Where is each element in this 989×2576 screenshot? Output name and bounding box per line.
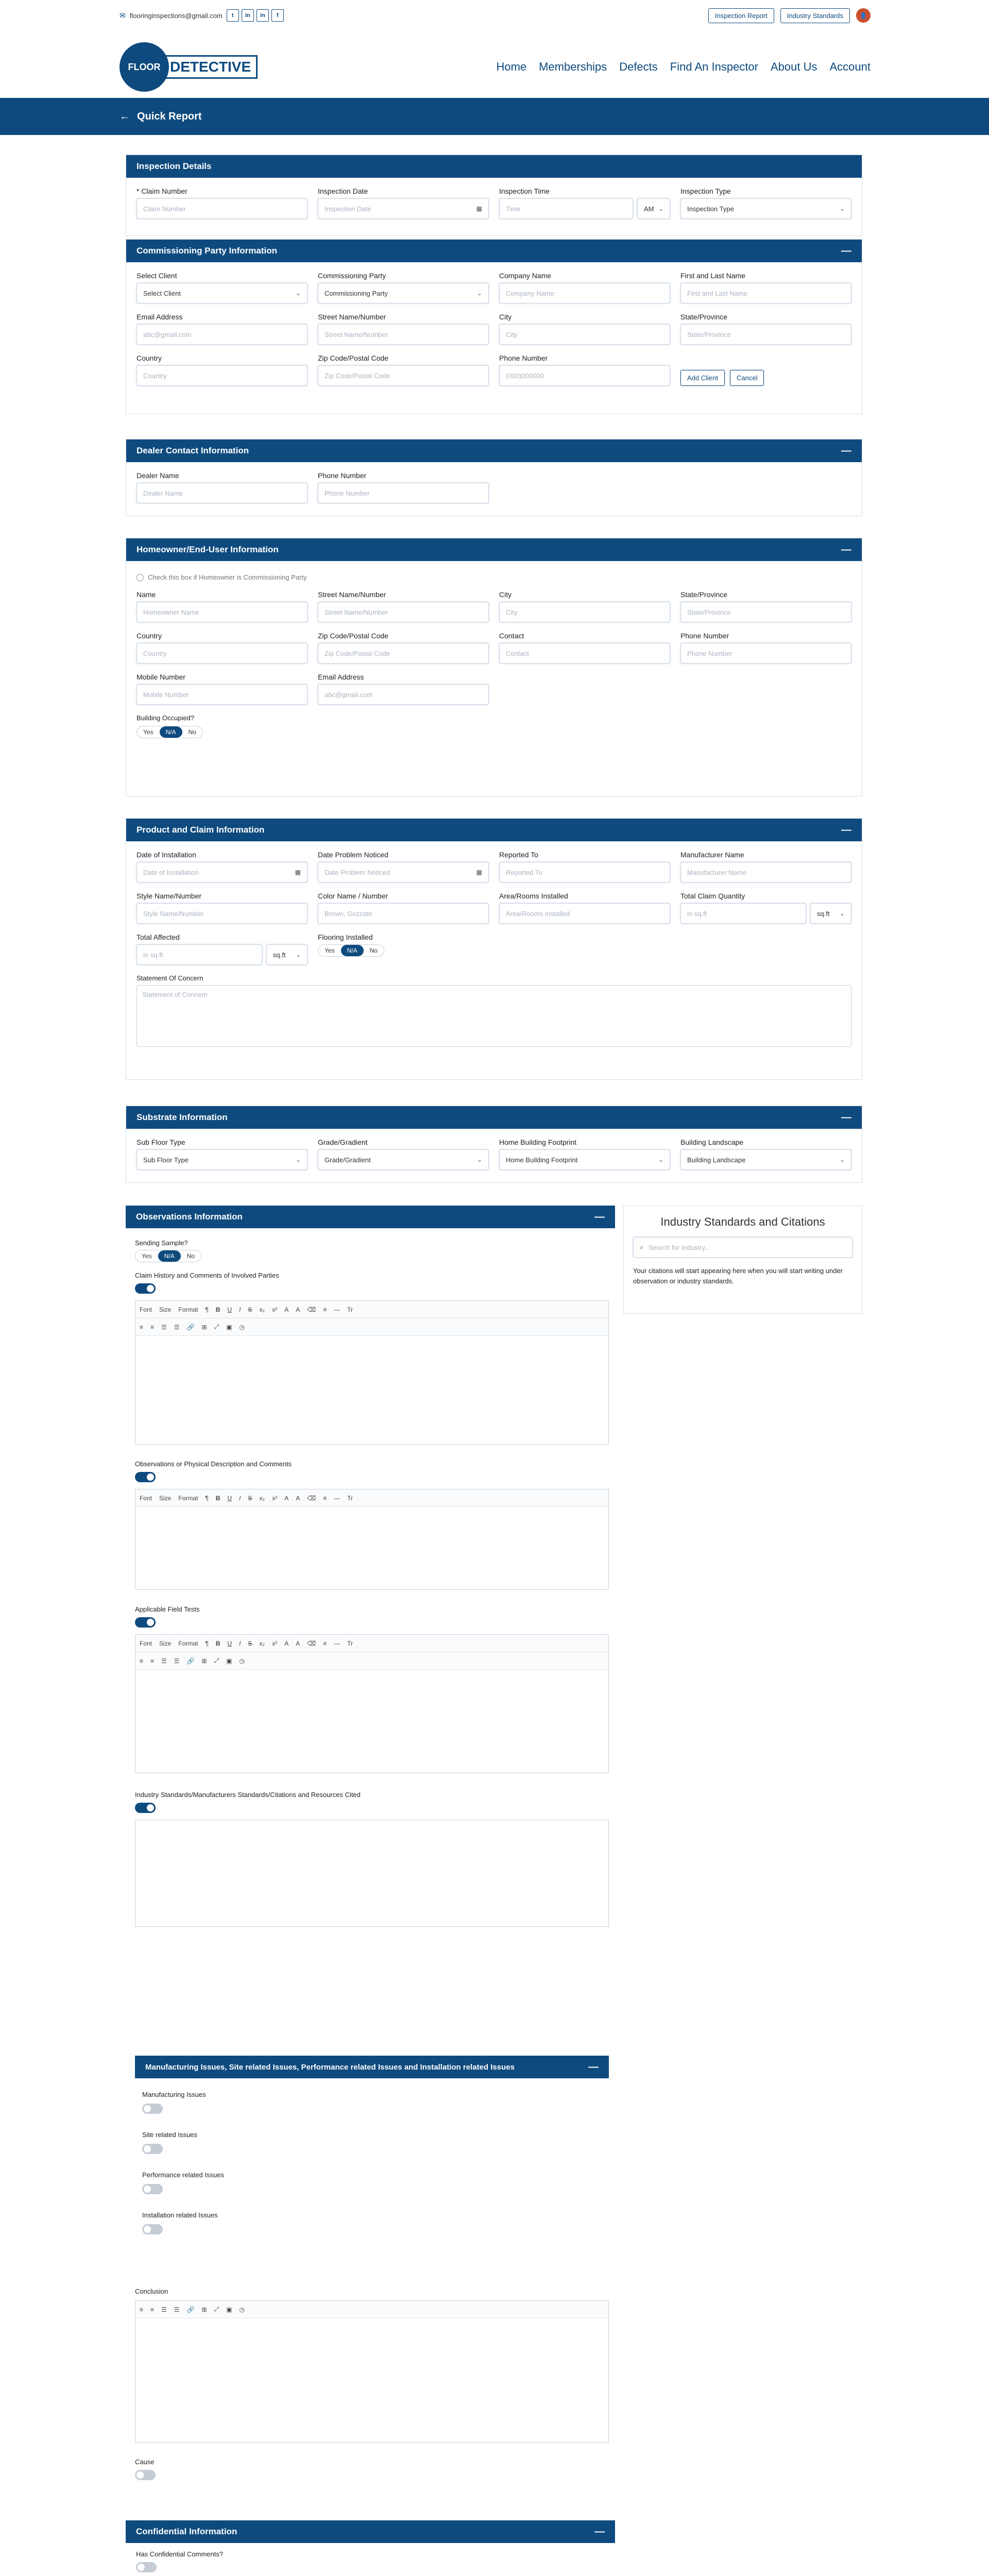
- email-field[interactable]: abc@gmail.com: [137, 324, 308, 345]
- flooring-installed-toggle[interactable]: Yes N/A No: [318, 944, 384, 957]
- mobile-input[interactable]: Mobile Number: [137, 684, 308, 705]
- field-label: Area/Rooms Installed: [499, 892, 568, 900]
- checkbox-label: Check this box if Homeowner is Commissioning Party: [148, 573, 307, 581]
- homeowner-checkbox[interactable]: [137, 574, 144, 581]
- claim-number-input[interactable]: Claim Number: [137, 198, 308, 219]
- performance-toggle[interactable]: [142, 2184, 163, 2194]
- calendar-icon: ▦: [295, 869, 301, 876]
- instagram-icon[interactable]: in: [242, 9, 254, 22]
- area-input[interactable]: Area/Rooms Installed: [499, 903, 670, 924]
- email-field[interactable]: abc@gmail.com: [318, 684, 489, 705]
- commissioning-row-3: [126, 345, 862, 386]
- section-title: Homeowner/End-User Information: [137, 545, 279, 554]
- observations-header: [126, 1206, 615, 1228]
- avatar[interactable]: 👤: [856, 8, 871, 23]
- field-label: Street Name/Number: [318, 590, 386, 599]
- concern-label: Statement Of Concern: [137, 974, 203, 982]
- homeowner-name-input[interactable]: Homeowner Name: [137, 602, 308, 622]
- zip-input[interactable]: Zip Code/Postal Code: [318, 365, 489, 386]
- field-label: Email Address: [137, 313, 183, 321]
- section-title: Observations Information: [136, 1212, 243, 1222]
- subfloor-select[interactable]: Sub Floor Type ⌄: [137, 1149, 308, 1170]
- contact-input[interactable]: Contact: [499, 643, 670, 664]
- field-label: Zip Code/Postal Code: [318, 354, 388, 362]
- collapse-icon[interactable]: —: [841, 245, 851, 257]
- unit-select[interactable]: sq.ft ⌄: [266, 944, 308, 965]
- field-label: Name: [137, 590, 156, 599]
- field-label: Color Name / Number: [318, 892, 388, 900]
- section-title: Product and Claim Information: [137, 825, 265, 835]
- color-input[interactable]: Brown, Grizzate: [318, 903, 489, 924]
- cause-label: Cause: [135, 2458, 155, 2466]
- panel-title: Industry Standards and Citations: [660, 1215, 825, 1228]
- issue-label: Installation related Issues: [142, 2211, 218, 2219]
- first-last-name-input[interactable]: First and Last Name: [680, 283, 851, 303]
- substrate-section: [126, 1106, 862, 1183]
- reported-to-input[interactable]: Reported To: [499, 862, 670, 883]
- citations-panel: [623, 1206, 862, 1314]
- collapse-icon[interactable]: —: [841, 824, 851, 836]
- issue-label: Site related Issues: [142, 2131, 197, 2139]
- facebook-icon[interactable]: f: [271, 9, 284, 22]
- collapse-icon[interactable]: —: [588, 2061, 599, 2073]
- field-tests-editor[interactable]: Font Size Format ¶ B U I S x₂ x² A A ⌫ ≡ — Tr ≡ ≡ ☰ ☰ 🔗 ⊞ ⤢ ▣ ◷: [135, 1634, 609, 1773]
- collapse-icon[interactable]: —: [841, 1111, 851, 1123]
- street-input[interactable]: Street Name/Number: [318, 602, 489, 622]
- inspection-details-section: [126, 155, 862, 236]
- city-input[interactable]: City: [499, 602, 670, 622]
- editor-toolbar: Font Size Format ¶ B U I S x₂ x² A A ⌫ ≡ — Tr: [135, 1301, 608, 1318]
- commissioning-party-dropdown[interactable]: Commissioning Party ⌄: [318, 283, 489, 303]
- dealer-section: [126, 439, 862, 516]
- field-label: Mobile Number: [137, 673, 185, 681]
- footprint-select[interactable]: Home Building Footprint ⌄: [499, 1149, 670, 1170]
- field-label: Street Name/Number: [318, 313, 386, 321]
- conclusion-editor[interactable]: ≡ ≡ ☰ ☰ 🔗 ⊞ ⤢ ▣ ◷: [135, 2300, 609, 2443]
- page-title: Quick Report: [137, 110, 202, 122]
- commissioning-party-section: [126, 239, 862, 414]
- manufacturing-toggle[interactable]: [142, 2104, 163, 2114]
- cancel-button[interactable]: Cancel: [730, 370, 764, 386]
- linkedin-icon[interactable]: in: [257, 9, 269, 22]
- section-title: Inspection Details: [137, 161, 212, 171]
- am-pm-select[interactable]: AM ⌄: [637, 198, 670, 219]
- occupied-label: Building Occupied?: [137, 714, 195, 722]
- field-label: City: [499, 590, 512, 599]
- install-date-input[interactable]: Date of Installation ▦: [137, 862, 308, 883]
- installation-toggle[interactable]: [142, 2224, 163, 2234]
- contact-email[interactable]: [120, 9, 284, 22]
- claim-history-label: Claim History and Comments of Involved Parties: [135, 1272, 279, 1279]
- field-label: Grade/Gradient: [318, 1138, 368, 1146]
- sending-sample-toggle[interactable]: Yes N/A No: [135, 1250, 201, 1262]
- page-banner: [0, 98, 989, 135]
- claim-history-toggle[interactable]: [135, 1283, 156, 1294]
- select-client-dropdown[interactable]: Select Client ⌄: [137, 283, 308, 303]
- field-label: Flooring Installed: [318, 933, 373, 941]
- top-bar: [120, 7, 871, 24]
- inspection-type-label: Inspection Type: [680, 187, 731, 195]
- field-label: Date Problem Noticed: [318, 851, 388, 859]
- phone-input[interactable]: (000)000000: [499, 365, 670, 386]
- field-label: Email Address: [318, 673, 364, 681]
- field-label: Phone Number: [499, 354, 548, 362]
- inspection-type-select[interactable]: Inspection Type ⌄: [680, 198, 851, 219]
- inspection-report-button[interactable]: Inspection Report: [708, 8, 774, 23]
- inspection-time-input[interactable]: Time: [499, 198, 633, 219]
- field-label: Home Building Footprint: [499, 1138, 577, 1146]
- collapse-icon[interactable]: —: [594, 2526, 605, 2537]
- phone-input[interactable]: Phone Number: [680, 643, 851, 664]
- field-label: First and Last Name: [680, 272, 746, 280]
- claim-history-editor[interactable]: [135, 1300, 609, 1445]
- field-label: State/Province: [680, 313, 728, 321]
- street-input[interactable]: Street Name/Number: [318, 324, 489, 345]
- occupied-toggle[interactable]: Yes N/A No: [137, 726, 203, 738]
- cause-toggle[interactable]: [135, 2470, 156, 2480]
- field-label: State/Province: [680, 590, 728, 599]
- company-name-input[interactable]: Company Name: [499, 283, 670, 303]
- commissioning-row-1: [126, 262, 862, 303]
- calendar-icon[interactable]: ▦: [476, 205, 482, 212]
- field-label: Phone Number: [680, 632, 729, 640]
- field-label: Contact: [499, 632, 524, 640]
- total-affected-input[interactable]: in sq.ft: [137, 944, 262, 965]
- field-label: Building Landscape: [680, 1138, 744, 1146]
- nav-defects[interactable]: Defects: [619, 60, 658, 73]
- nav-find-inspector[interactable]: Find An Inspector: [670, 60, 758, 73]
- citation-search-input[interactable]: ⌕ Search for Industry...: [633, 1237, 852, 1258]
- issue-label: Manufacturing Issues: [142, 2091, 206, 2098]
- issues-section: [135, 2056, 609, 2236]
- editor-toolbar-2: ≡ ≡ ☰ ☰ 🔗 ⊞ ⤢ ▣ ◷: [135, 1318, 608, 1336]
- confidential-label: Has Confidential Comments?: [136, 2550, 224, 2558]
- field-label: Company Name: [499, 272, 552, 280]
- field-label: Country: [137, 632, 162, 640]
- standards-label: Industry Standards/Manufacturers Standards/Citations and Resources Cited: [135, 1791, 361, 1799]
- country-input[interactable]: Country: [137, 365, 308, 386]
- field-label: Reported To: [499, 851, 539, 859]
- social-links: [227, 9, 284, 22]
- field-label: Commissioning Party: [318, 272, 386, 280]
- search-icon: ⌕: [640, 1243, 644, 1251]
- issue-label: Performance related Issues: [142, 2171, 224, 2179]
- conclusion-label: Conclusion: [135, 2287, 168, 2295]
- field-label: Total Affected: [137, 933, 180, 941]
- nav-about-us[interactable]: About Us: [771, 60, 817, 73]
- nav-home[interactable]: Home: [496, 60, 527, 73]
- concern-textarea[interactable]: Statement of Concern: [137, 985, 851, 1047]
- standards-editor[interactable]: [135, 1820, 609, 1927]
- field-label: Zip Code/Postal Code: [318, 632, 388, 640]
- zip-input[interactable]: Zip Code/Postal Code: [318, 643, 489, 664]
- state-input[interactable]: State/Province: [680, 602, 851, 622]
- field-label: Date of Installation: [137, 851, 196, 859]
- dealer-phone-input[interactable]: Phone Number: [318, 483, 489, 503]
- section-title: Substrate Information: [137, 1112, 228, 1122]
- physical-toggle[interactable]: [135, 1472, 156, 1482]
- section-title: Manufacturing Issues, Site related Issues, Performance related Issues and Installation related Issues: [145, 2062, 515, 2072]
- style-input[interactable]: Style Name/Number: [137, 903, 308, 924]
- field-label: City: [499, 313, 512, 321]
- email-text: flooringinspections@gmail.com: [129, 11, 223, 20]
- grade-select[interactable]: Grade/Gradient ⌄: [318, 1149, 489, 1170]
- nav-memberships[interactable]: Memberships: [539, 60, 607, 73]
- site-logo[interactable]: [120, 42, 258, 92]
- problem-date-input[interactable]: Date Problem Noticed ▦: [318, 862, 489, 883]
- field-label: Manufacturer Name: [680, 851, 744, 859]
- commissioning-row-2: [126, 303, 862, 345]
- nav-account[interactable]: Account: [829, 60, 871, 73]
- standards-toggle[interactable]: [135, 1803, 156, 1813]
- product-claim-section: [126, 818, 862, 1080]
- city-input[interactable]: City: [499, 324, 670, 345]
- physical-editor[interactable]: Font Size Format ¶ B U I S x₂ x² A A ⌫ ≡ — Tr: [135, 1489, 609, 1590]
- section-title: Commissioning Party Information: [137, 246, 277, 256]
- main-nav: [496, 60, 871, 74]
- sending-sample-label: Sending Sample?: [135, 1239, 188, 1247]
- chevron-down-icon: ⌄: [839, 205, 845, 212]
- site-header: [120, 36, 871, 98]
- conclusion-section: [135, 2287, 619, 2482]
- manufacturer-input[interactable]: Manufacturer Name: [680, 862, 851, 883]
- back-arrow-icon[interactable]: ←: [120, 110, 130, 122]
- site-toggle[interactable]: [142, 2144, 163, 2154]
- field-label: Style Name/Number: [137, 892, 202, 900]
- panel-note: Your citations will start appearing here when you will start writing under observation or industry standards.: [633, 1267, 843, 1285]
- unit-select[interactable]: sq.ft ⌄: [810, 903, 851, 924]
- calendar-icon: ▦: [476, 869, 482, 876]
- collapse-icon[interactable]: —: [841, 544, 851, 555]
- field-label: Select Client: [137, 272, 177, 280]
- landscape-select[interactable]: Building Landscape ⌄: [680, 1149, 851, 1170]
- industry-standards-button[interactable]: Industry Standards: [780, 8, 850, 23]
- section-title: Confidential Information: [136, 2527, 237, 2536]
- claim-quantity-input[interactable]: in sq.ft: [680, 903, 806, 924]
- field-label: Dealer Name: [137, 471, 179, 480]
- add-client-button[interactable]: Add Client: [680, 370, 725, 386]
- confidential-toggle[interactable]: [136, 2562, 157, 2572]
- state-input[interactable]: State/Province: [680, 324, 851, 345]
- field-tests-label: Applicable Field Tests: [135, 1605, 200, 1613]
- collapse-icon[interactable]: —: [594, 1211, 605, 1223]
- field-label: Country: [137, 354, 162, 362]
- claim-number-label: * Claim Number: [137, 187, 187, 195]
- homeowner-section: [126, 538, 862, 796]
- field-label: Phone Number: [318, 471, 367, 480]
- field-tests-toggle[interactable]: [135, 1617, 156, 1628]
- inspection-time-label: Inspection Time: [499, 187, 550, 195]
- twitter-icon[interactable]: t: [227, 9, 239, 22]
- inspection-date-input[interactable]: Inspection Date ▦: [318, 198, 489, 219]
- observations-body: [135, 1239, 619, 1927]
- collapse-icon[interactable]: —: [841, 445, 851, 456]
- physical-label: Observations or Physical Description and Comments: [135, 1460, 292, 1468]
- dealer-name-input[interactable]: Dealer Name: [137, 483, 308, 503]
- section-title: Dealer Contact Information: [137, 446, 249, 455]
- confidential-section: [126, 2520, 615, 2576]
- field-label: Total Claim Quantity: [680, 892, 745, 900]
- mail-icon: ✉: [120, 11, 126, 20]
- logo-circle: FLOOR: [120, 42, 169, 92]
- inspection-date-label: Inspection Date: [318, 187, 368, 195]
- logo-text: DETECTIVE: [165, 55, 258, 79]
- country-input[interactable]: Country: [137, 643, 308, 664]
- field-label: Sub Floor Type: [137, 1138, 185, 1146]
